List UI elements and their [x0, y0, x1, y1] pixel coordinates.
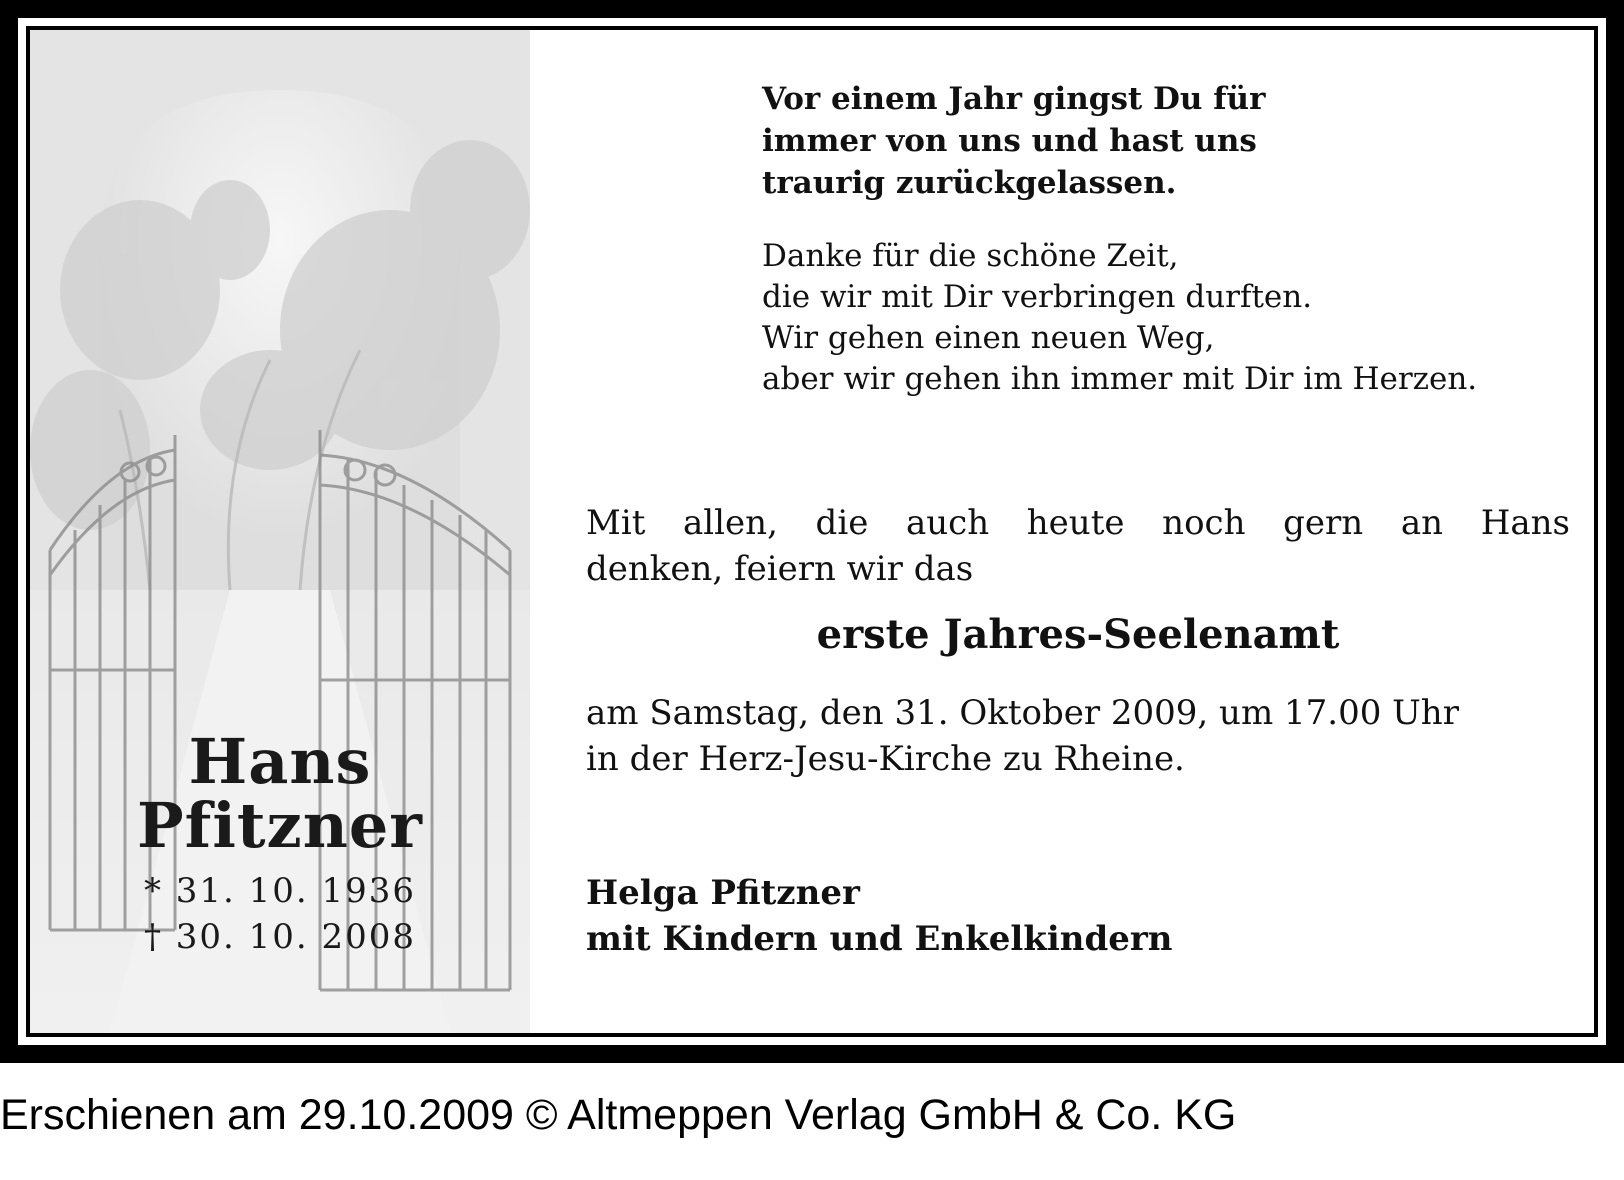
- event-details: [586, 690, 1570, 782]
- signature-name: Helga Pfitzner: [586, 873, 860, 913]
- poem-verse: [762, 236, 1582, 400]
- invitation-text: [586, 500, 1570, 592]
- deceased-name-block: [30, 725, 530, 960]
- birth-date: * 31. 10. 1936: [143, 871, 417, 911]
- event-location: in der Herz-Jesu-Kirche zu Rheine.: [586, 739, 1185, 779]
- poem-line: aber wir gehen ihn immer mit Dir im Herzen.: [762, 361, 1478, 397]
- poem-bold-line: immer von uns und hast uns: [762, 123, 1257, 159]
- signature: [586, 870, 1570, 962]
- poem-line: Danke für die schöne Zeit,: [762, 238, 1179, 274]
- poem-bold-verse: [762, 78, 1582, 204]
- deceased-first-name: Hans: [188, 725, 372, 798]
- poem-line: Wir gehen einen neuen Weg,: [762, 320, 1215, 356]
- event-title: erste Jahres-Seelenamt: [816, 611, 1340, 658]
- life-dates: [30, 868, 530, 960]
- deceased-last-name: Pfitzner: [137, 789, 423, 862]
- poem-bold-line: traurig zurückgelassen.: [762, 165, 1177, 201]
- card-content: [30, 30, 1594, 1033]
- invitation-line: denken, feiern wir das: [586, 549, 974, 589]
- signature-family: mit Kindern und Enkelkindern: [586, 919, 1173, 959]
- poem-bold-line: Vor einem Jahr gingst Du für: [762, 81, 1266, 117]
- poem-line: die wir mit Dir verbringen durften.: [762, 279, 1313, 315]
- invitation-line: Mit allen, die auch heute noch gern an Hans: [586, 503, 1570, 543]
- publication-footer: Erschienen am 29.10.2009 © Altmeppen Verlag GmbH & Co. KG: [0, 1091, 1237, 1139]
- memorial-gate-image: [30, 30, 530, 1033]
- event-date-time: am Samstag, den 31. Oktober 2009, um 17.00 Uhr: [586, 693, 1459, 733]
- death-date: † 30. 10. 2008: [143, 917, 417, 957]
